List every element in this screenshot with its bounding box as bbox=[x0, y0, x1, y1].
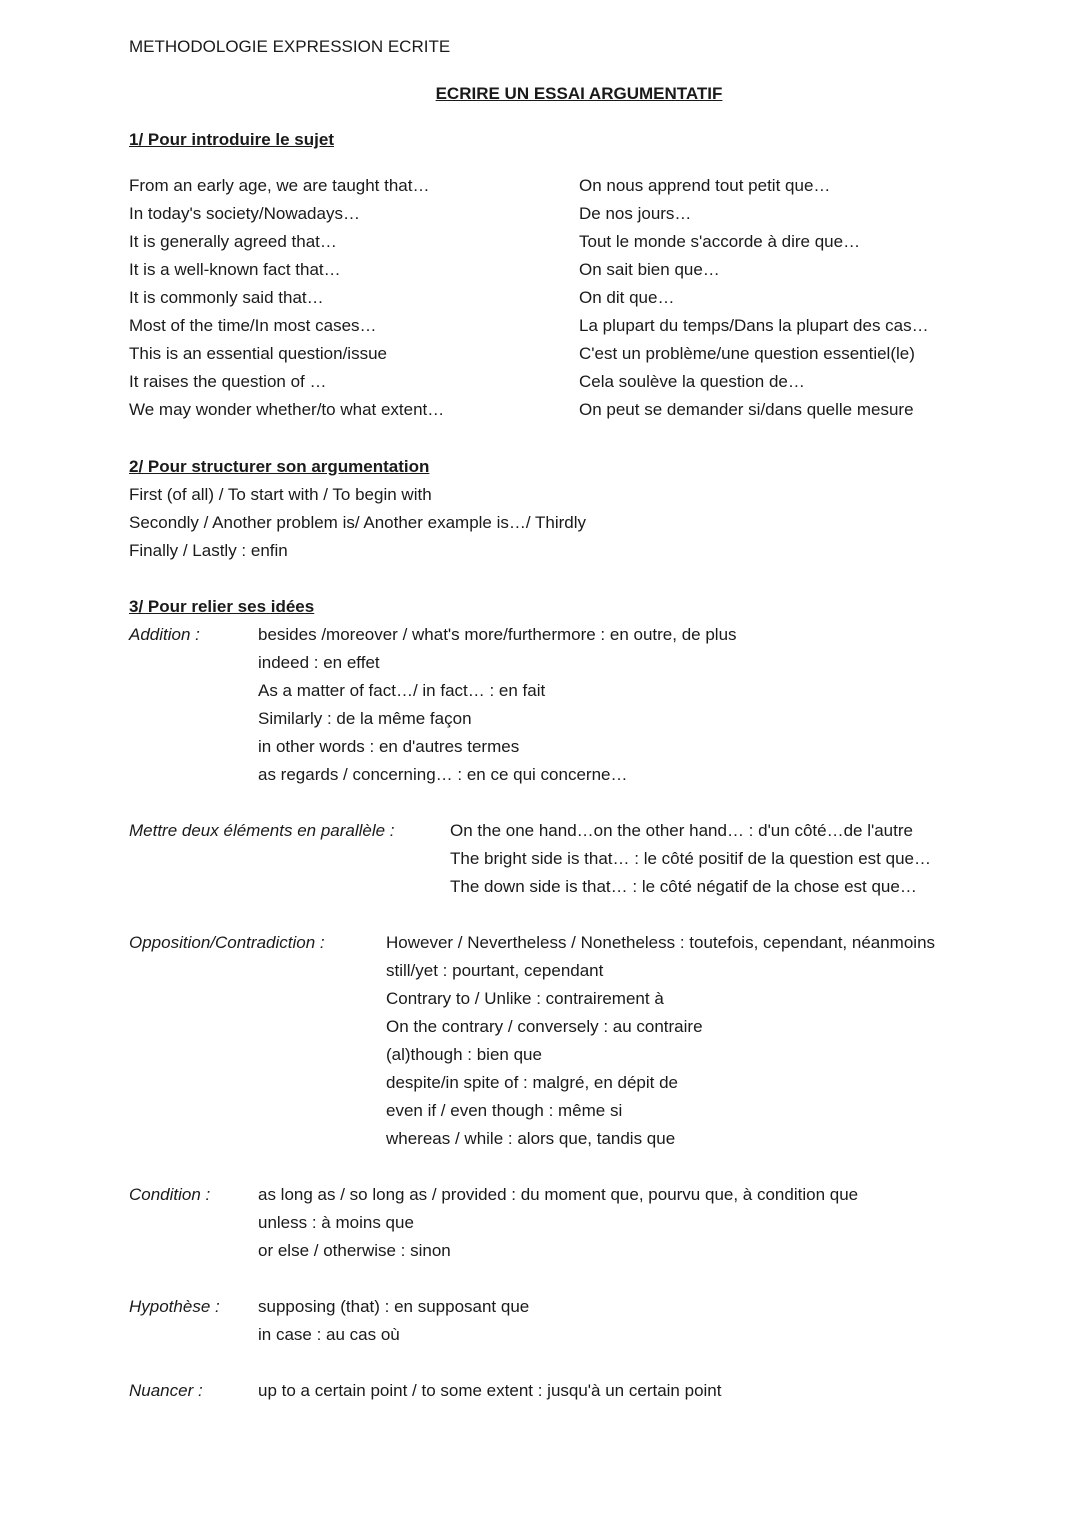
section-2-heading: 2/ Pour structurer son argumentation bbox=[129, 457, 430, 476]
list-item: Most of the time/In most cases… bbox=[129, 316, 377, 335]
list-item: De nos jours… bbox=[579, 204, 692, 223]
document-header: METHODOLOGIE EXPRESSION ECRITE bbox=[129, 37, 451, 56]
list-item: Tout le monde s'accorde à dire que… bbox=[579, 232, 861, 251]
list-item: (al)though : bien que bbox=[386, 1045, 542, 1064]
list-item: On dit que… bbox=[579, 288, 675, 307]
list-item: The down side is that… : le côté négatif de la chose est que… bbox=[450, 877, 917, 896]
list-item: besides /moreover / what's more/furthermore : en outre, de plus bbox=[258, 625, 737, 644]
addition-list bbox=[258, 621, 737, 789]
list-item: as long as / so long as / provided : du moment que, pourvu que, à condition que bbox=[258, 1185, 859, 1204]
section-1-french-list bbox=[579, 172, 929, 424]
list-item: It raises the question of … bbox=[129, 372, 327, 391]
addition-label: Addition : bbox=[129, 625, 200, 644]
list-item: On sait bien que… bbox=[579, 260, 720, 279]
list-item: supposing (that) : en supposant que bbox=[258, 1297, 530, 1316]
section-2-list bbox=[129, 481, 586, 565]
condition-label: Condition : bbox=[129, 1185, 211, 1204]
section-1-heading: 1/ Pour introduire le sujet bbox=[129, 130, 334, 149]
list-item: up to a certain point / to some extent : jusqu'à un certain point bbox=[258, 1381, 722, 1400]
opposition-list bbox=[386, 929, 935, 1153]
list-item: This is an essential question/issue bbox=[129, 344, 387, 363]
nuancer-list bbox=[258, 1377, 721, 1405]
document-title: ECRIRE UN ESSAI ARGUMENTATIF bbox=[435, 84, 723, 103]
opposition-label: Opposition/Contradiction : bbox=[129, 933, 325, 952]
list-item: From an early age, we are taught that… bbox=[129, 176, 430, 195]
list-item: On nous apprend tout petit que… bbox=[579, 176, 831, 195]
list-item: It is commonly said that… bbox=[129, 288, 324, 307]
parallele-list bbox=[450, 817, 931, 901]
section-3-heading: 3/ Pour relier ses idées bbox=[129, 597, 315, 616]
list-item: Cela soulève la question de… bbox=[579, 372, 805, 391]
list-item: La plupart du temps/Dans la plupart des cas… bbox=[579, 316, 929, 335]
list-item: in case : au cas où bbox=[258, 1325, 400, 1344]
list-item: Contrary to / Unlike : contrairement à bbox=[386, 989, 664, 1008]
nuancer-label: Nuancer : bbox=[129, 1381, 203, 1400]
list-item: unless : à moins que bbox=[258, 1213, 414, 1232]
list-item: First (of all) / To start with / To begin with bbox=[129, 485, 432, 504]
section-1-english-list bbox=[129, 172, 444, 424]
list-item: The bright side is that… : le côté positif de la question est que… bbox=[450, 849, 931, 868]
list-item: In today's society/Nowadays… bbox=[129, 204, 360, 223]
list-item: Finally / Lastly : enfin bbox=[129, 541, 288, 560]
hypothese-label: Hypothèse : bbox=[129, 1297, 220, 1316]
hypothese-list bbox=[258, 1293, 529, 1349]
list-item: or else / otherwise : sinon bbox=[258, 1241, 451, 1260]
list-item: in other words : en d'autres termes bbox=[258, 737, 520, 756]
list-item: Secondly / Another problem is/ Another example is…/ Thirdly bbox=[129, 513, 587, 532]
list-item: It is generally agreed that… bbox=[129, 232, 337, 251]
list-item: As a matter of fact…/ in fact… : en fait bbox=[258, 681, 546, 700]
condition-list bbox=[258, 1181, 858, 1265]
list-item: despite/in spite of : malgré, en dépit de bbox=[386, 1073, 679, 1092]
list-item: On the contrary / conversely : au contraire bbox=[386, 1017, 703, 1036]
list-item: Similarly : de la même façon bbox=[258, 709, 472, 728]
list-item: It is a well-known fact that… bbox=[129, 260, 341, 279]
list-item: On peut se demander si/dans quelle mesure bbox=[579, 400, 914, 419]
list-item: indeed : en effet bbox=[258, 653, 380, 672]
list-item: On the one hand…on the other hand… : d'un côté…de l'autre bbox=[450, 821, 913, 840]
list-item: C'est un problème/une question essentiel(le) bbox=[579, 344, 915, 363]
list-item: However / Nevertheless / Nonetheless : toutefois, cependant, néanmoins bbox=[386, 933, 936, 952]
list-item: as regards / concerning… : en ce qui concerne… bbox=[258, 765, 628, 784]
list-item: whereas / while : alors que, tandis que bbox=[386, 1129, 676, 1148]
parallele-label: Mettre deux éléments en parallèle : bbox=[129, 821, 395, 840]
list-item: still/yet : pourtant, cependant bbox=[386, 961, 604, 980]
list-item: We may wonder whether/to what extent… bbox=[129, 400, 445, 419]
list-item: even if / even though : même si bbox=[386, 1101, 623, 1120]
